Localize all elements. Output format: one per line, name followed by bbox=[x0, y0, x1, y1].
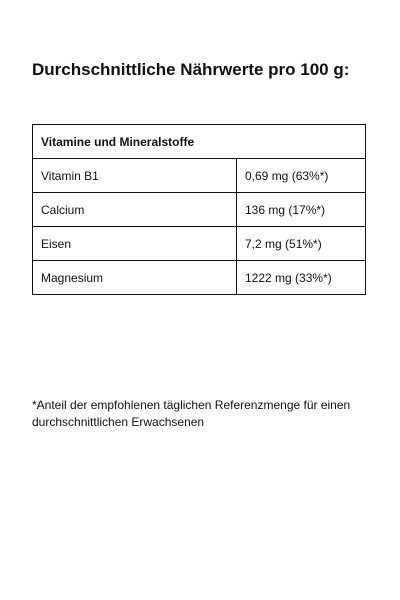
nutrient-value: 0,69 mg (63%*) bbox=[237, 159, 366, 193]
nutrient-name: Eisen bbox=[33, 227, 237, 261]
nutrient-value: 136 mg (17%*) bbox=[237, 193, 366, 227]
page-title: Durchschnittliche Nährwerte pro 100 g: bbox=[32, 60, 350, 79]
table-row bbox=[33, 261, 366, 295]
nutrient-value: 7,2 mg (51%*) bbox=[237, 227, 366, 261]
nutrient-value: 1222 mg (33%*) bbox=[237, 261, 366, 295]
table-row bbox=[33, 159, 366, 193]
table-row bbox=[33, 193, 366, 227]
nutrient-name: Magnesium bbox=[33, 261, 237, 295]
table-header-row bbox=[33, 125, 366, 159]
nutrient-name: Calcium bbox=[33, 193, 237, 227]
nutrient-name: Vitamin B1 bbox=[33, 159, 237, 193]
footnote: *Anteil der empfohlenen täglichen Referenzmenge für einen durchschnittlichen Erwachsenen bbox=[32, 398, 351, 429]
nutrition-table bbox=[32, 124, 366, 295]
table-header: Vitamine und Mineralstoffe bbox=[33, 125, 366, 159]
table-row bbox=[33, 227, 366, 261]
